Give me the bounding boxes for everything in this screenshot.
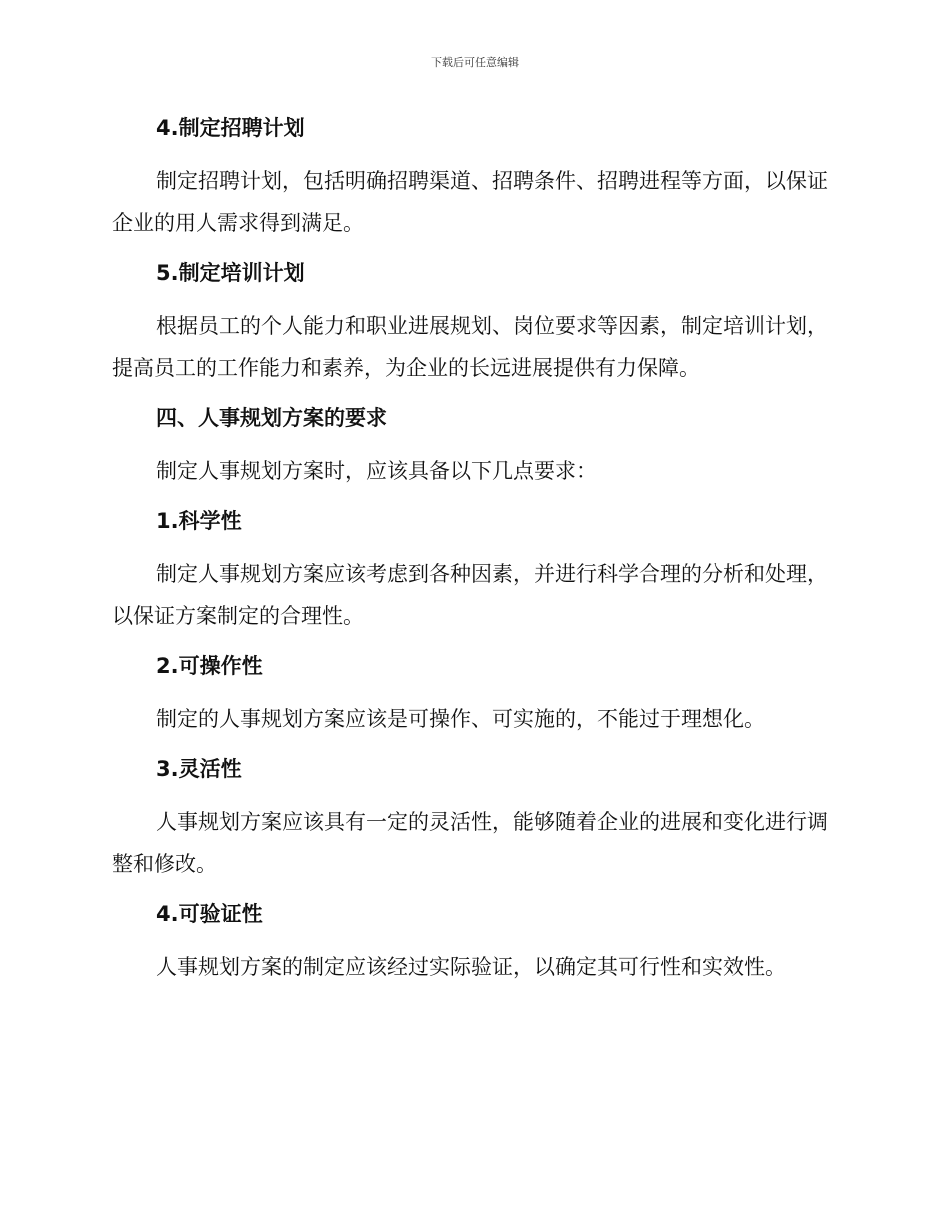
- paragraph-requirements-intro: 制定人事规划方案时，应该具备以下几点要求：: [156, 459, 597, 483]
- paragraph-verifiability: 人事规划方案的制定应该经过实际验证，以确定其可行性和实效性。: [156, 955, 786, 979]
- paragraph-scientific: 制定人事规划方案应该考虑到各种因素，并进行科学合理的分析和处理，以保证方案制定的合理性。: [112, 562, 828, 628]
- section-heading-training-plan: 5.制定培训计划: [156, 261, 305, 285]
- section-heading-verifiability: 4.可验证性: [156, 902, 263, 926]
- paragraph-training-plan: 根据员工的个人能力和职业进展规划、岗位要求等因素，制定培训计划，提高员工的工作能力和素养，为企业的长远进展提供有力保障。: [112, 314, 828, 380]
- page-header: 下载后可任意编辑: [431, 56, 519, 69]
- paragraph-operability: 制定的人事规划方案应该是可操作、可实施的，不能过于理想化。: [156, 707, 765, 731]
- section-heading-operability: 2.可操作性: [156, 654, 263, 678]
- section-heading-scientific: 1.科学性: [156, 509, 242, 533]
- paragraph-flexibility: 人事规划方案应该具有一定的灵活性，能够随着企业的进展和变化进行调整和修改。: [112, 810, 828, 876]
- document-body: [112, 108, 832, 988]
- section-heading-recruitment-plan: 4.制定招聘计划: [156, 116, 305, 140]
- paragraph-recruitment-plan: 制定招聘计划，包括明确招聘渠道、招聘条件、招聘进程等方面，以保证企业的用人需求得到满足。: [112, 169, 828, 235]
- section-heading-flexibility: 3.灵活性: [156, 757, 242, 781]
- section-heading-requirements: 四、人事规划方案的要求: [156, 406, 387, 430]
